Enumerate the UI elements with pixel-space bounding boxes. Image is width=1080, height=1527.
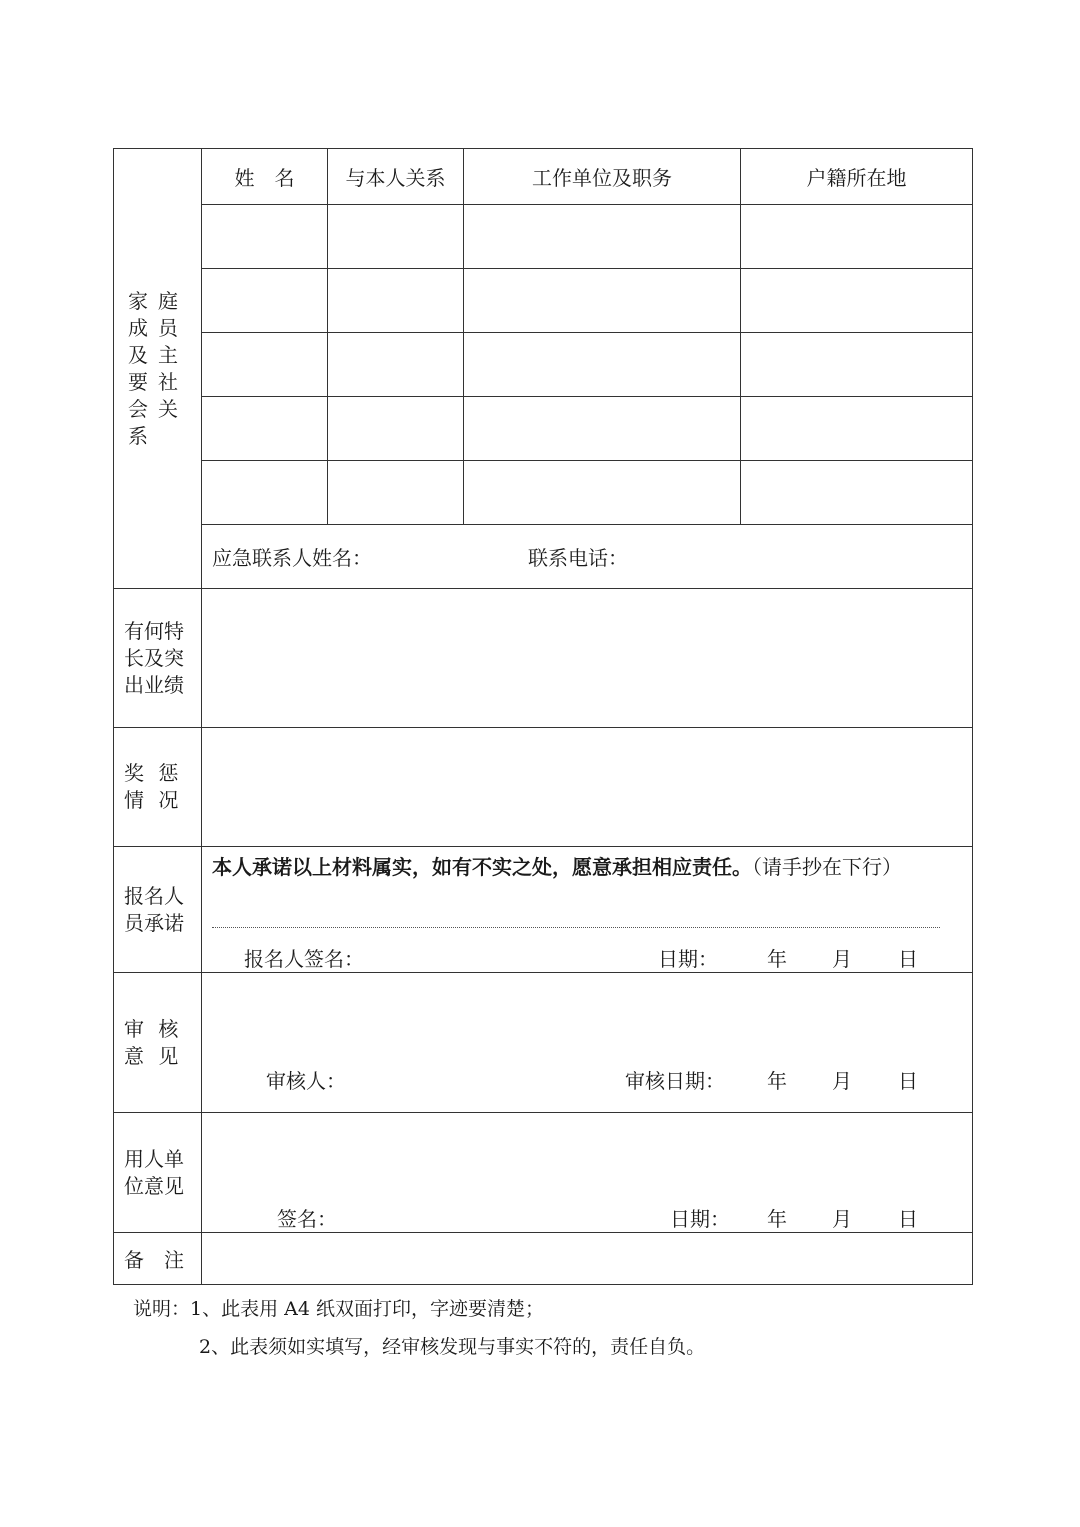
family-work-cell[interactable] xyxy=(464,333,741,397)
employer-label: 用人单 位意见 xyxy=(114,1113,202,1233)
family-row xyxy=(114,269,973,333)
family-work-cell[interactable] xyxy=(464,461,741,525)
family-relation-cell[interactable] xyxy=(328,333,464,397)
emergency-contact-row xyxy=(114,525,973,589)
family-name-cell[interactable] xyxy=(202,397,328,461)
rewards-content[interactable] xyxy=(202,728,973,847)
rewards-label: 奖 惩 情 况 xyxy=(114,728,202,847)
pledge-sign-label: 报名人签名： xyxy=(244,947,364,971)
review-year: 年 xyxy=(767,1069,787,1093)
family-household-cell[interactable] xyxy=(741,461,973,525)
review-label: 审 核 意 见 xyxy=(114,973,202,1113)
employer-row xyxy=(114,1113,973,1233)
family-header-row xyxy=(114,149,973,205)
specialty-row xyxy=(114,589,973,728)
pledge-statement: 本人承诺以上材料属实，如有不实之处，愿意承担相应责任。（请手抄在下行） xyxy=(212,855,902,879)
application-form-table xyxy=(113,148,973,1285)
review-month: 月 xyxy=(832,1069,852,1093)
review-day: 日 xyxy=(898,1069,918,1093)
family-work-cell[interactable] xyxy=(464,269,741,333)
header-relation: 与本人关系 xyxy=(328,149,464,205)
family-row xyxy=(114,397,973,461)
pledge-date-label: 日期： xyxy=(658,947,718,971)
family-row xyxy=(114,461,973,525)
rewards-row xyxy=(114,728,973,847)
family-row xyxy=(114,333,973,397)
family-work-cell[interactable] xyxy=(464,397,741,461)
form-notes xyxy=(133,1290,705,1366)
handwrite-dotted-line[interactable] xyxy=(212,927,940,928)
note-line-1: 说明：1、此表用 A4 纸双面打印，字迹要清楚； xyxy=(133,1298,544,1320)
family-household-cell[interactable] xyxy=(741,397,973,461)
remarks-content[interactable] xyxy=(202,1233,973,1285)
family-row xyxy=(114,205,973,269)
emergency-phone-label: 联系电话： xyxy=(528,546,628,570)
employer-sign-label: 签名： xyxy=(277,1207,337,1231)
review-content[interactable] xyxy=(202,973,973,1113)
header-work-unit: 工作单位及职务 xyxy=(464,149,741,205)
employer-content[interactable] xyxy=(202,1113,973,1233)
emergency-name-label: 应急联系人姓名： xyxy=(212,546,372,570)
pledge-year: 年 xyxy=(767,947,787,971)
specialty-content[interactable] xyxy=(202,589,973,728)
review-row xyxy=(114,973,973,1113)
family-section-label: 家 庭 成 员 及 主 要 社 会 关 系 xyxy=(114,149,202,589)
employer-date-label: 日期： xyxy=(670,1207,730,1231)
header-name: 姓 名 xyxy=(202,149,328,205)
remarks-label: 备 注 xyxy=(114,1233,202,1285)
family-household-cell[interactable] xyxy=(741,269,973,333)
family-name-cell[interactable] xyxy=(202,333,328,397)
reviewer-label: 审核人： xyxy=(266,1069,346,1093)
employer-year: 年 xyxy=(767,1207,787,1231)
family-work-cell[interactable] xyxy=(464,205,741,269)
pledge-row xyxy=(114,847,973,973)
pledge-label: 报名人 员承诺 xyxy=(114,847,202,973)
family-name-cell[interactable] xyxy=(202,461,328,525)
pledge-month: 月 xyxy=(832,947,852,971)
specialty-label: 有何特 长及突 出业绩 xyxy=(114,589,202,728)
family-name-cell[interactable] xyxy=(202,269,328,333)
header-household: 户籍所在地 xyxy=(741,149,973,205)
employer-day: 日 xyxy=(898,1207,918,1231)
emergency-contact-cell[interactable] xyxy=(202,525,973,589)
family-household-cell[interactable] xyxy=(741,333,973,397)
family-name-cell[interactable] xyxy=(202,205,328,269)
pledge-day: 日 xyxy=(898,947,918,971)
family-relation-cell[interactable] xyxy=(328,397,464,461)
review-date-label: 审核日期： xyxy=(625,1069,725,1093)
pledge-content[interactable] xyxy=(202,847,973,973)
family-household-cell[interactable] xyxy=(741,205,973,269)
family-relation-cell[interactable] xyxy=(328,205,464,269)
family-relation-cell[interactable] xyxy=(328,269,464,333)
family-relation-cell[interactable] xyxy=(328,461,464,525)
remarks-row xyxy=(114,1233,973,1285)
employer-month: 月 xyxy=(832,1207,852,1231)
note-line-2: 2、此表须如实填写，经审核发现与事实不符的，责任自负。 xyxy=(199,1336,706,1358)
